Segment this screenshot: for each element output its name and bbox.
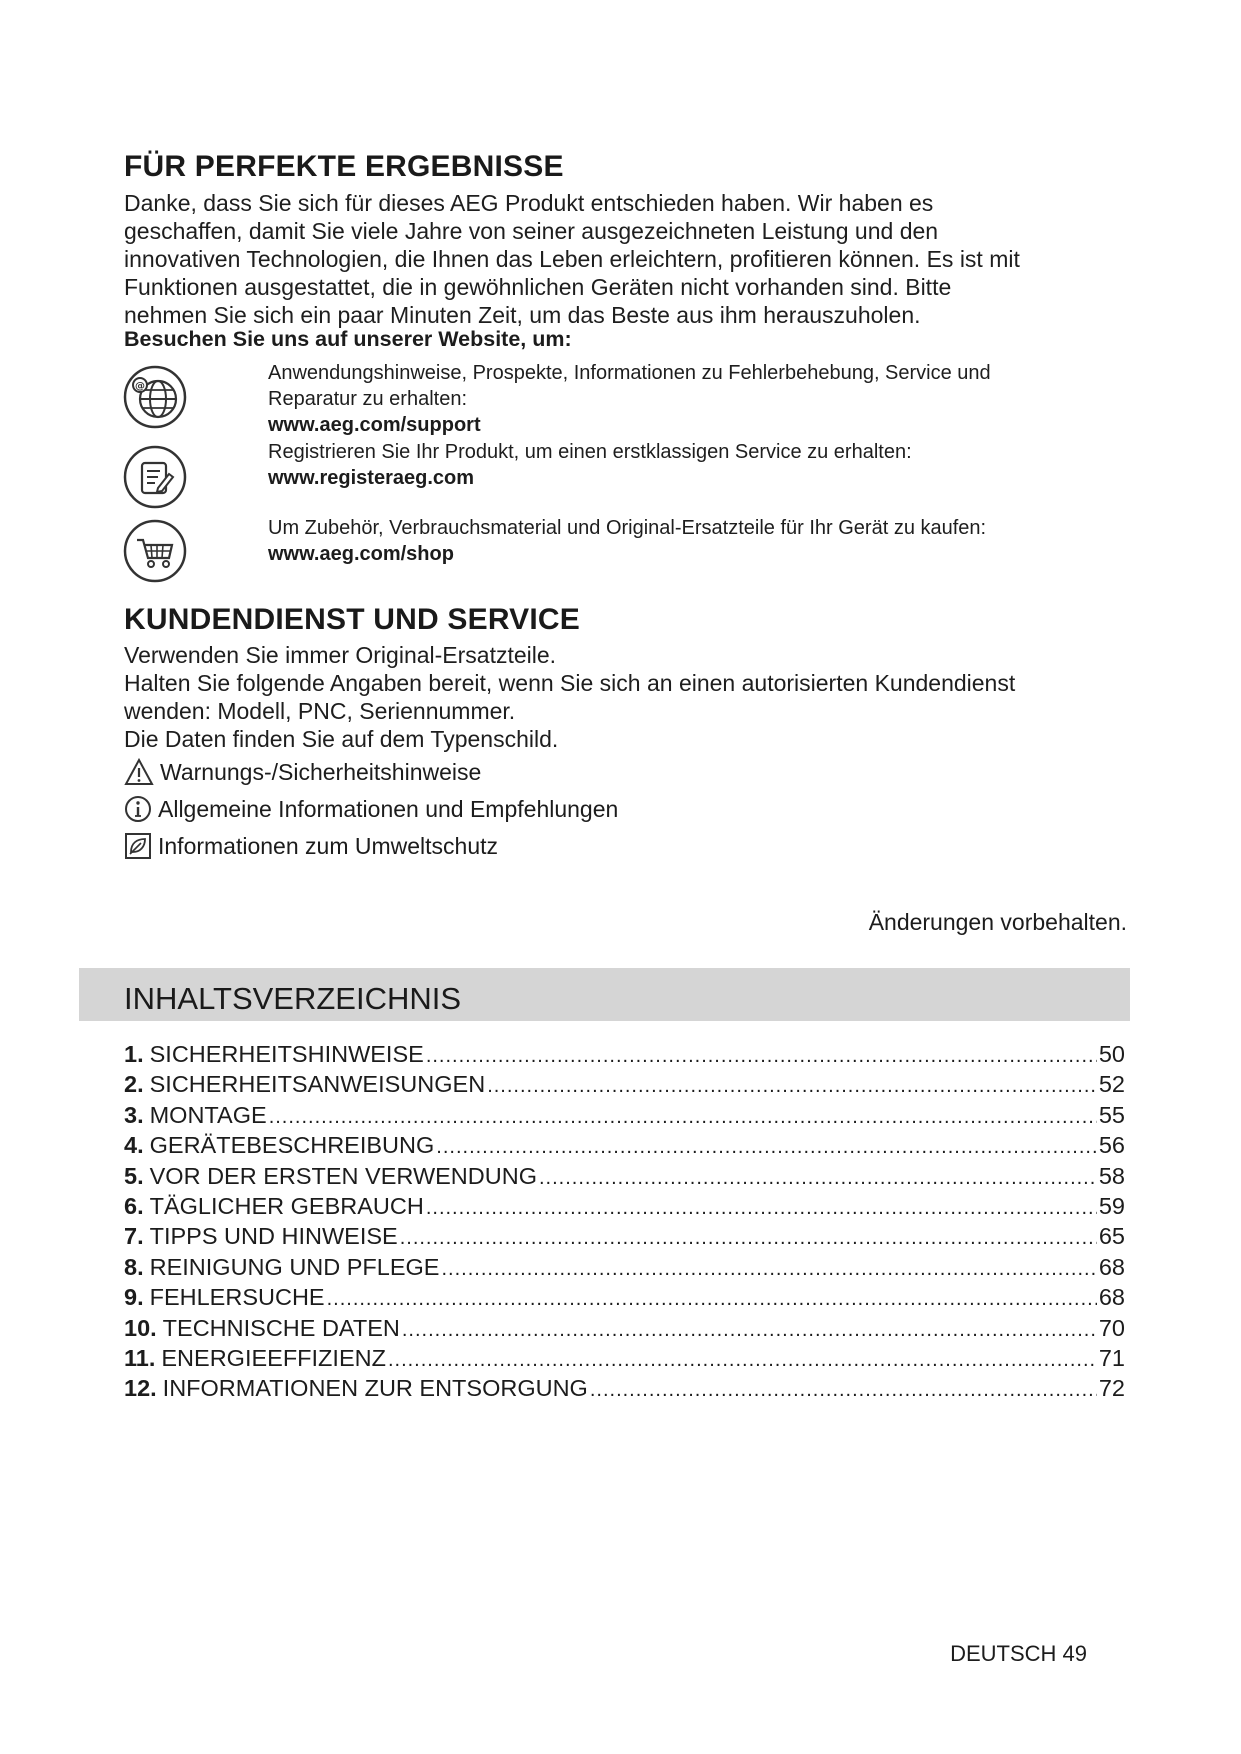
toc-page: 70	[1098, 1314, 1125, 1341]
toc-page: 58	[1098, 1162, 1125, 1189]
info-icon	[124, 795, 152, 823]
toc-entry[interactable]	[124, 1130, 1125, 1160]
toc-entry[interactable]	[124, 1313, 1125, 1343]
toc-label: ENERGIEEFFIZIENZ	[161, 1344, 386, 1371]
leaf-icon	[124, 832, 152, 860]
toc-page: 52	[1098, 1071, 1125, 1098]
globe-icon	[122, 364, 188, 430]
toc-label: SICHERHEITSHINWEISE	[149, 1041, 424, 1067]
toc-label: GERÄTEBESCHREIBUNG	[149, 1132, 435, 1159]
toc-number: 9.	[124, 1284, 144, 1311]
toc-entry[interactable]	[124, 1343, 1125, 1373]
register-icon	[122, 444, 188, 510]
toc-entry[interactable]	[124, 1069, 1125, 1099]
results-paragraph	[124, 189, 1020, 329]
shopping-cart-icon	[122, 518, 188, 584]
results-heading: FÜR PERFEKTE ERGEBNISSE	[124, 150, 564, 183]
paragraph-line: innovativen Technologien, die Ihnen das Leben erleichtern, profitieren können. Es ist mit	[124, 246, 1020, 272]
table-of-contents	[124, 1039, 1125, 1404]
toc-label: INFORMATIONEN ZUR ENTSORGUNG	[162, 1375, 588, 1402]
link-description: Registrieren Sie Ihr Produkt, um einen erstklassigen Service zu erhalten:	[268, 441, 912, 463]
toc-number: 12.	[124, 1375, 157, 1402]
paragraph-line: Halten Sie folgende Angaben bereit, wenn Sie sich an einen autorisierten Kundendienst	[124, 670, 1016, 696]
toc-leader	[426, 1041, 1097, 1069]
toc-leader	[388, 1345, 1097, 1373]
toc-label: TECHNISCHE DATEN	[162, 1314, 400, 1341]
toc-number: 8.	[124, 1253, 144, 1280]
toc-label: SICHERHEITSANWEISUNGEN	[149, 1071, 486, 1098]
toc-leader	[590, 1375, 1097, 1403]
toc-number: 11.	[124, 1344, 156, 1371]
shop-link-block	[268, 515, 986, 567]
toc-leader	[426, 1193, 1097, 1221]
legend-info	[124, 795, 618, 823]
toc-leader	[269, 1102, 1097, 1130]
toc-page: 68	[1098, 1284, 1125, 1311]
service-paragraph	[124, 641, 1015, 753]
paragraph-line: wenden: Modell, PNC, Seriennummer.	[124, 698, 516, 724]
toc-title: INHALTSVERZEICHNIS	[124, 981, 462, 1016]
svg-text:@: @	[135, 381, 145, 392]
legend-label: Informationen zum Umweltschutz	[158, 832, 499, 859]
support-link-block	[268, 360, 991, 438]
toc-page: 50	[1098, 1041, 1125, 1067]
shop-url-link[interactable]: www.aeg.com/shop	[268, 543, 454, 565]
toc-entry[interactable]	[124, 1282, 1125, 1312]
toc-label: FEHLERSUCHE	[149, 1284, 325, 1311]
toc-number: 1.	[124, 1041, 144, 1067]
toc-entry[interactable]	[124, 1039, 1125, 1069]
toc-number: 10.	[124, 1314, 157, 1341]
toc-leader	[441, 1254, 1096, 1282]
toc-number: 4.	[124, 1132, 144, 1159]
toc-number: 7.	[124, 1223, 144, 1250]
toc-number: 6.	[124, 1192, 144, 1219]
legend-label: Warnungs-/Sicherheitshinweise	[160, 758, 482, 785]
toc-page: 68	[1098, 1253, 1125, 1280]
toc-page: 56	[1098, 1132, 1125, 1159]
toc-label: MONTAGE	[149, 1101, 267, 1128]
toc-entry[interactable]	[124, 1373, 1125, 1403]
toc-leader	[400, 1223, 1097, 1251]
toc-label: VOR DER ERSTEN VERWENDUNG	[149, 1162, 537, 1189]
toc-entry[interactable]	[124, 1100, 1125, 1130]
toc-leader	[487, 1071, 1097, 1099]
visit-website-label: Besuchen Sie uns auf unserer Website, um:	[124, 327, 572, 351]
link-description: Um Zubehör, Verbrauchsmaterial und Original-Ersatzteile für Ihr Gerät zu kaufen:	[268, 517, 987, 539]
register-url-link[interactable]: www.registeraeg.com	[268, 467, 474, 489]
toc-page: 71	[1098, 1344, 1125, 1371]
paragraph-line: geschaffen, damit Sie viele Jahre von seiner ausgezeichneten Leistung und den	[124, 218, 939, 244]
register-link-block	[268, 439, 912, 491]
toc-label: REINIGUNG UND PFLEGE	[149, 1253, 440, 1280]
paragraph-line: nehmen Sie sich ein paar Minuten Zeit, um das Beste aus ihm herauszuholen.	[124, 302, 921, 328]
toc-entry[interactable]	[124, 1221, 1125, 1251]
toc-entry[interactable]	[124, 1191, 1125, 1221]
paragraph-line: Verwenden Sie immer Original-Ersatzteile.	[124, 642, 557, 668]
warning-icon	[124, 758, 154, 786]
legend-environment	[124, 832, 498, 860]
paragraph-line: Die Daten finden Sie auf dem Typenschild.	[124, 726, 559, 752]
toc-page: 59	[1098, 1192, 1125, 1219]
changes-notice: Änderungen vorbehalten.	[868, 909, 1127, 935]
toc-page: 55	[1098, 1101, 1125, 1128]
link-description: Reparatur zu erhalten:	[268, 388, 468, 410]
toc-page: 72	[1098, 1375, 1125, 1402]
toc-number: 5.	[124, 1162, 144, 1189]
toc-entry[interactable]	[124, 1161, 1125, 1191]
service-heading: KUNDENDIENST UND SERVICE	[124, 603, 580, 636]
paragraph-line: Danke, dass Sie sich für dieses AEG Produkt entschieden haben. Wir haben es	[124, 190, 934, 216]
link-description: Anwendungshinweise, Prospekte, Informationen zu Fehlerbehebung, Service und	[268, 362, 991, 384]
toc-leader	[436, 1132, 1097, 1160]
paragraph-line: Funktionen ausgestattet, die in gewöhnlichen Geräten nicht vorhanden sind. Bitte	[124, 274, 952, 300]
toc-label: TIPPS UND HINWEISE	[149, 1223, 398, 1250]
legend-warning	[124, 758, 481, 786]
toc-leader	[327, 1284, 1097, 1312]
toc-leader	[539, 1163, 1097, 1191]
toc-number: 3.	[124, 1101, 144, 1128]
toc-page: 65	[1098, 1223, 1125, 1250]
toc-leader	[402, 1315, 1097, 1343]
support-url-link[interactable]: www.aeg.com/support	[268, 414, 481, 436]
toc-entry[interactable]	[124, 1252, 1125, 1282]
legend-label: Allgemeine Informationen und Empfehlungen	[158, 795, 619, 822]
toc-number: 2.	[124, 1071, 144, 1098]
toc-label: TÄGLICHER GEBRAUCH	[149, 1192, 424, 1219]
page-footer: DEUTSCH 49	[950, 1641, 1087, 1666]
